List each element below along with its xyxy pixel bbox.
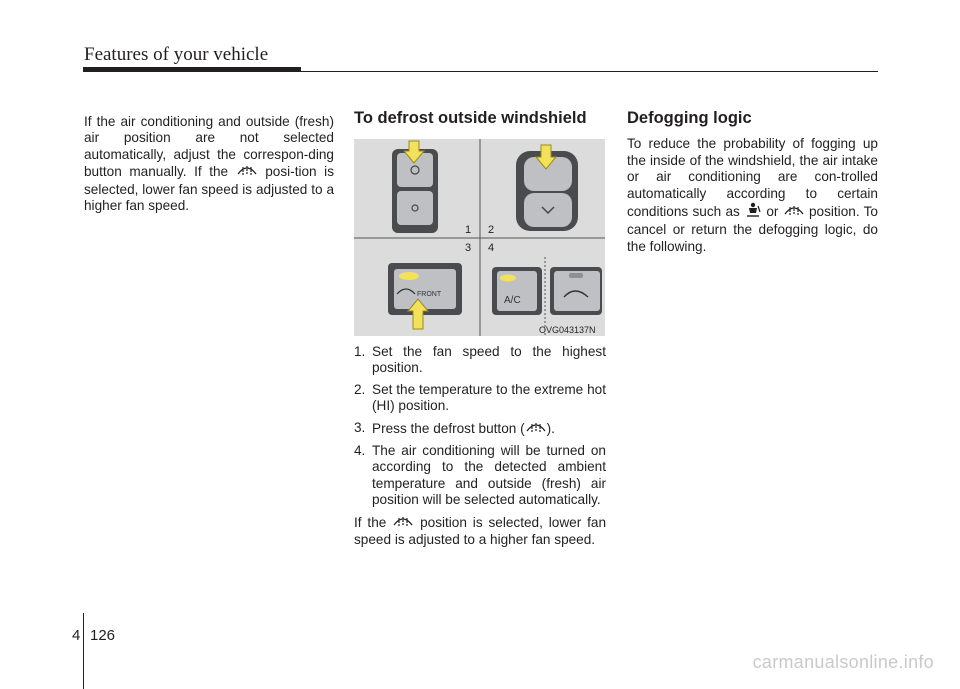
header-title: Features of your vehicle (84, 44, 269, 65)
right-paragraph-or: or (766, 203, 779, 219)
step-4 (354, 443, 606, 509)
watermark: carmanualsonline.info (752, 652, 934, 672)
section-heading-defrost: To defrost outside windshield (354, 109, 587, 127)
section-number: 4 (72, 627, 81, 644)
front-label: FRONT (417, 291, 442, 298)
right-paragraph-text-1: To reduce the probability of fogging up the inside of the windshield, the air intake or air conditioning are con-trolled automatically according to certain conditions such as (627, 136, 878, 219)
floor-defrost-icon (744, 202, 762, 222)
left-paragraph-text-2: posi-tion is selected, lower fan speed is adjusted to a higher fan speed. (84, 164, 334, 214)
defrost-figure (354, 139, 605, 336)
step-number: 1. (354, 344, 366, 359)
right-column (627, 110, 878, 255)
quadrant-label-4: 4 (488, 242, 495, 254)
closing-text-1: If the (354, 514, 387, 530)
closing-paragraph (354, 514, 606, 549)
defrost-steps (354, 344, 606, 548)
step-text (372, 420, 606, 438)
left-paragraph (84, 114, 334, 214)
step-text: The air conditioning will be turned on according to the detected ambient temperature and outside (fresh) air position will be selected automatically. (372, 443, 606, 508)
quadrant-label-1: 1 (465, 224, 472, 236)
ac-button-panel (492, 267, 542, 315)
step-number: 2. (354, 381, 366, 397)
step-3 (354, 420, 606, 438)
closing-text-2: position is selected, lower fan speed is adjusted to a higher fan speed. (354, 514, 607, 548)
figure-code: OVG043137N (539, 325, 596, 335)
front-defrost-icon (783, 203, 805, 221)
front-defrost-icon (392, 514, 414, 532)
section-heading-defogging: Defogging logic (627, 109, 752, 127)
right-paragraph-text-2: position. To cancel or return the defogging logic, do the following. (627, 203, 878, 254)
left-column (84, 114, 334, 214)
right-paragraph (627, 136, 878, 255)
middle-column (354, 110, 606, 126)
footer-divider (83, 613, 84, 689)
step-number: 4. (354, 443, 366, 459)
quadrant-label-2: 2 (488, 224, 495, 236)
front-defrost-icon (525, 420, 547, 438)
step-text: Set the temperature to the extreme hot (HI) position. (372, 381, 606, 414)
left-paragraph-text-1: If the air conditioning and outside (fresh) air position are not selected automatically, adjust the correspon-ding button manually. If the (84, 114, 334, 180)
step-3-text-before: Press the defrost button ( (372, 420, 525, 436)
step-2 (354, 382, 606, 415)
quadrant-label-3: 3 (465, 242, 472, 254)
page-number: 126 (90, 627, 116, 644)
front-defrost-icon (236, 163, 258, 181)
recirculation-button-panel (550, 267, 602, 315)
ac-label: A/C (504, 295, 521, 306)
step-text: Set the fan speed to the highest position. (372, 344, 606, 376)
step-number: 3. (354, 419, 366, 435)
step-1 (354, 344, 606, 377)
header-rule (83, 71, 878, 72)
step-3-text-after: ). (546, 420, 555, 436)
